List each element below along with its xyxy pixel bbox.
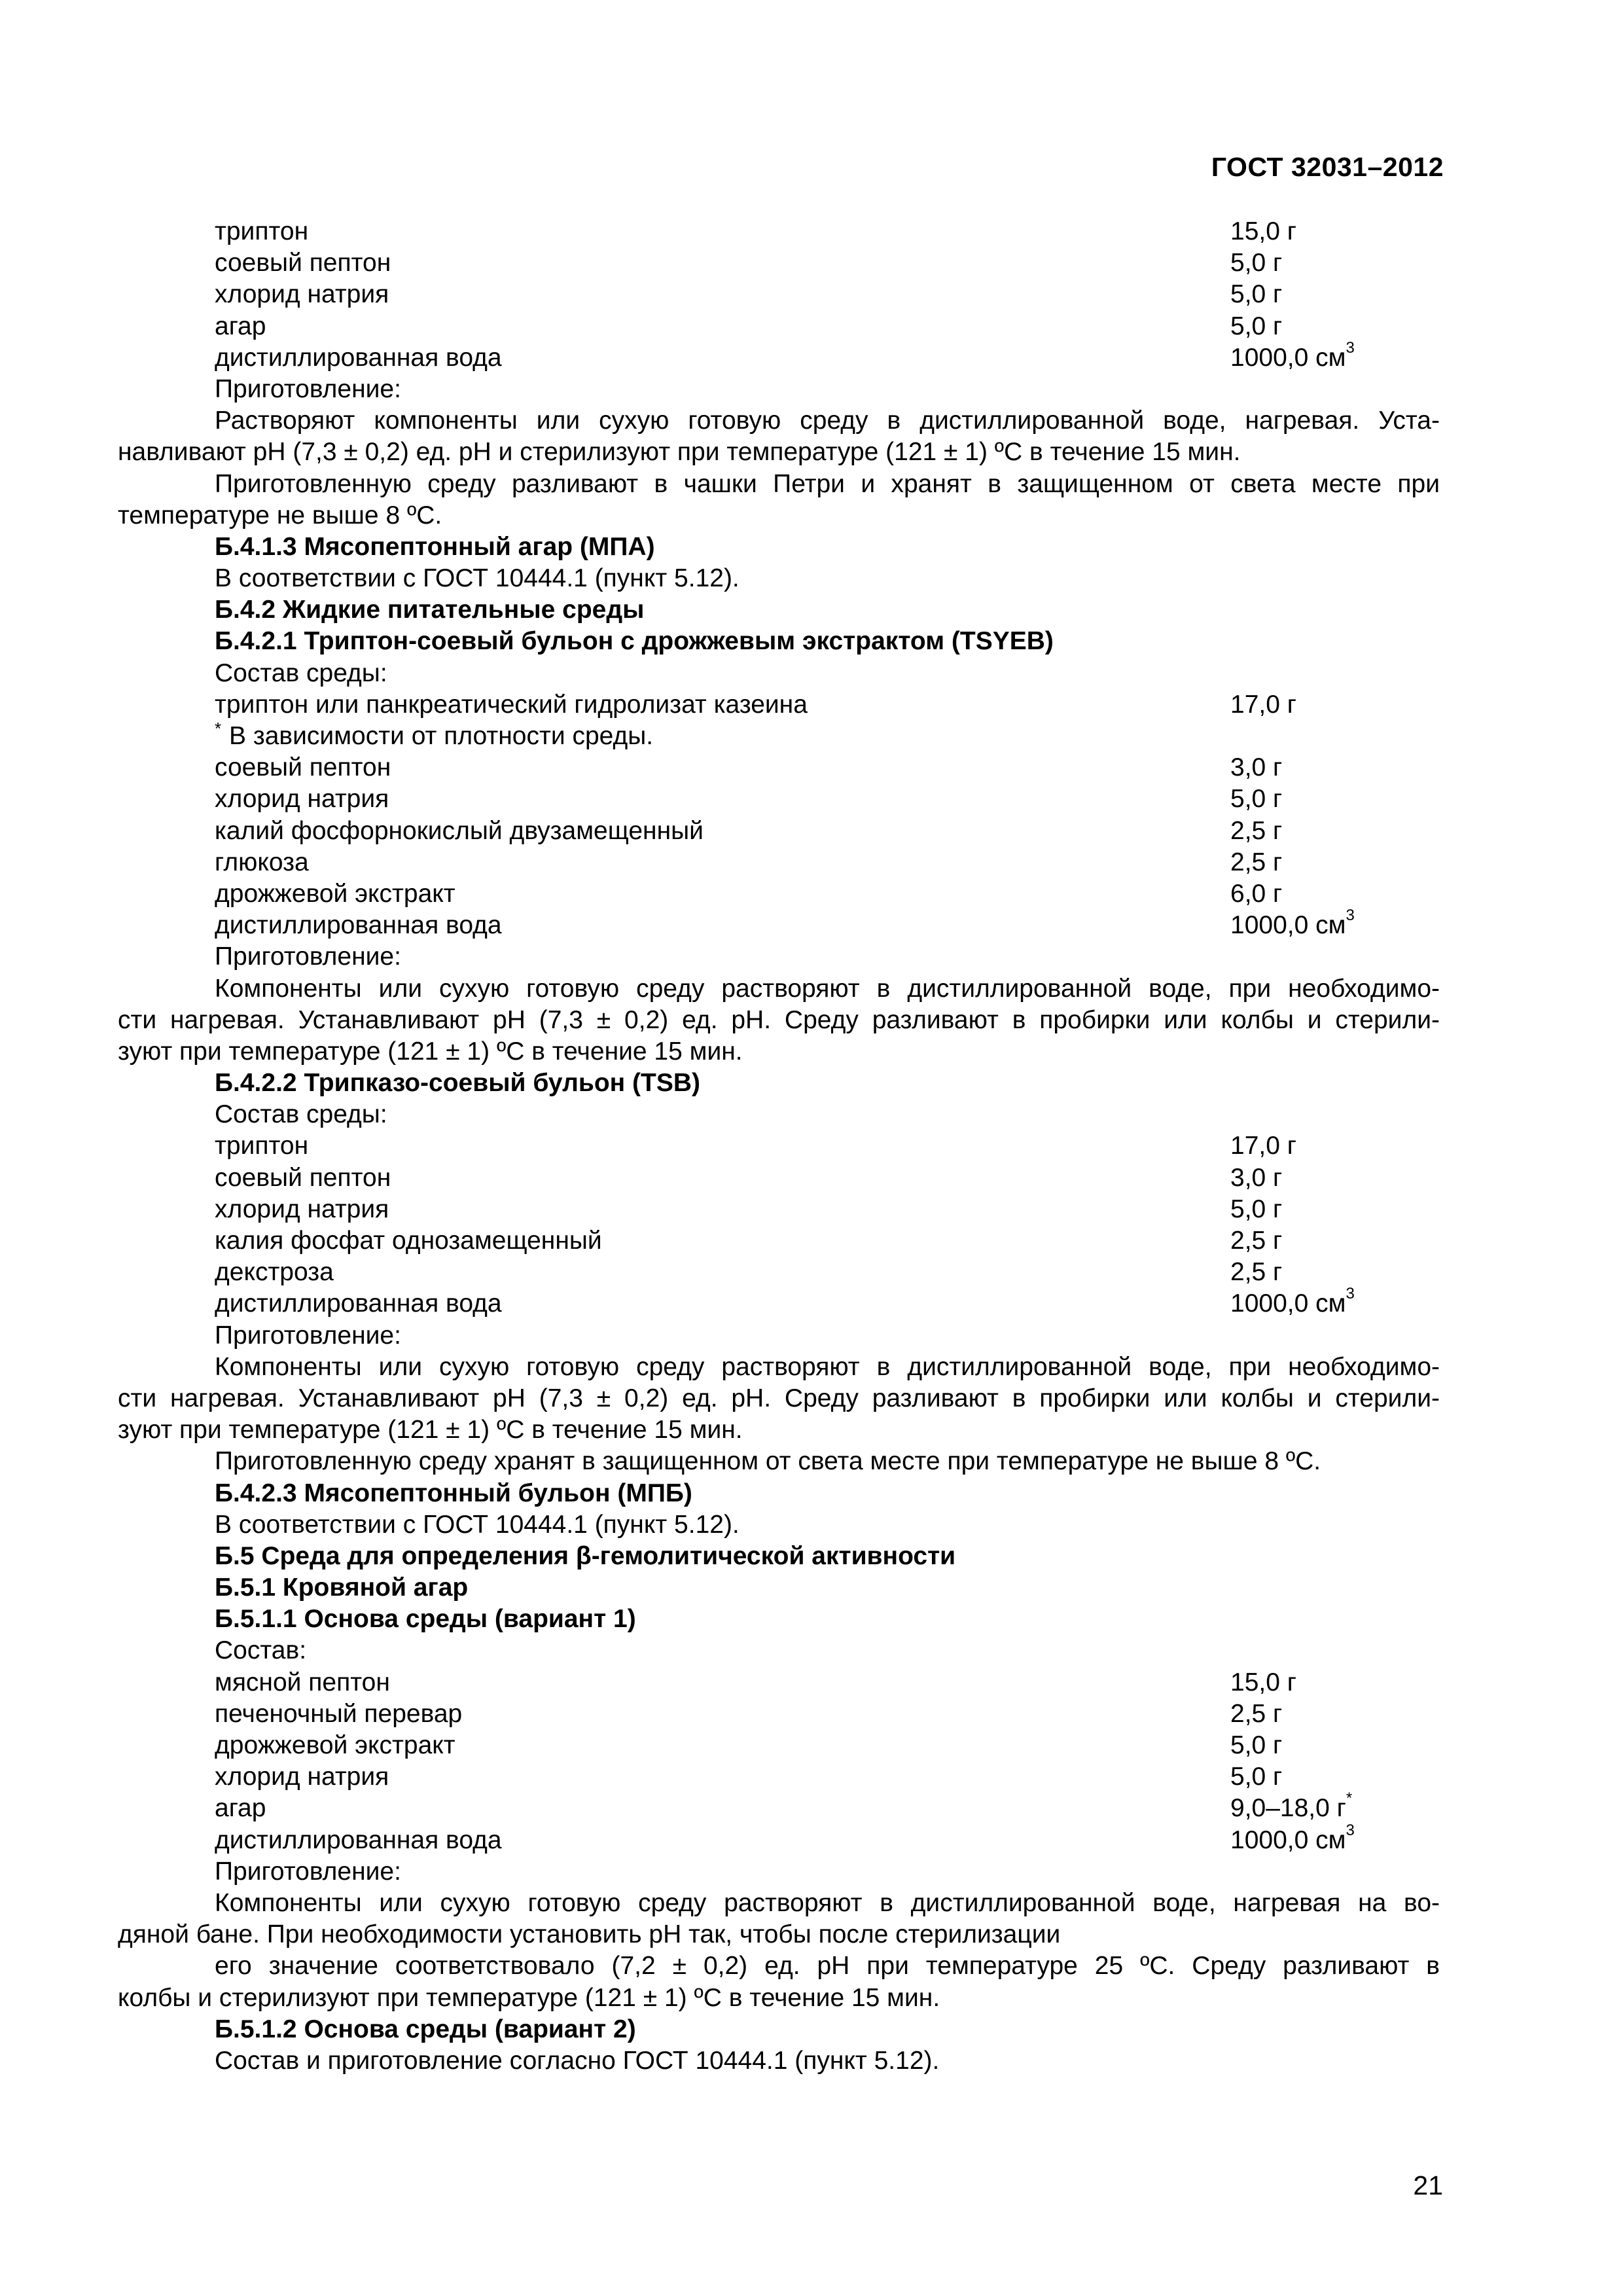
footnote-marker: * (215, 719, 222, 738)
amount-value: 2,5 г (1230, 848, 1283, 876)
section-heading: Б.5 Среда для определения β-гемолитической активности (215, 1541, 956, 1570)
paragraph-line: зуют при температуре (121 ± 1) ºС в течение 15 мин. (118, 1037, 743, 1066)
ingredient-name: дистиллированная вода (215, 911, 502, 940)
text-line (118, 594, 1440, 626)
ingredient-name: соевый пептон (215, 1163, 391, 1192)
text-line (118, 405, 1440, 437)
ingredient-name: дистиллированная вода (215, 1825, 502, 1854)
ingredient-amount (1230, 216, 1296, 247)
composition-row (118, 1162, 1440, 1194)
paragraph-line: зуют при температуре (121 ± 1) ºС в течение 15 мин. (118, 1416, 743, 1444)
amount-value: 3,0 г (1230, 753, 1283, 782)
paragraph-line: его значение соответствовало (7,2 ± 0,2) ед. pH при температуре 25 ºС. Среду разливают в (215, 1952, 1440, 1981)
text-line (118, 1604, 1440, 1635)
amount-value: 15,0 г (1230, 1668, 1296, 1696)
text-line (118, 1888, 1440, 1919)
ingredient-name: хлорид натрия (215, 1763, 389, 1791)
ingredient-amount (1230, 847, 1282, 878)
section-heading: Б.5.1.1 Основа среды (вариант 1) (215, 1605, 636, 1634)
section-heading: Б.4.2.3 Мясопептонный бульон (МПБ) (215, 1479, 692, 1507)
document-body (118, 216, 1440, 2077)
amount-value: 5,0 г (1230, 312, 1283, 340)
ingredient-amount (1230, 878, 1282, 910)
ingredient-name: триптон или панкреатический гидролизат казеина (215, 690, 808, 719)
amount-value: 1000,0 см (1230, 343, 1346, 372)
text-line (118, 1572, 1440, 1604)
composition-row (118, 1789, 1440, 1824)
paragraph-line: температуре не выше 8 ºС. (118, 501, 442, 529)
paragraph-line: В соответствии с ГОСТ 10444.1 (пункт 5.12). (215, 564, 740, 593)
section-heading: Б.4.2 Жидкие питательные среды (215, 596, 645, 624)
ingredient-name: соевый пептон (215, 753, 391, 782)
amount-value: 2,5 г (1230, 1227, 1283, 1255)
ingredient-name: глюкоза (215, 848, 309, 876)
composition-row (118, 279, 1440, 310)
paragraph-line: навливают pH (7,3 ± 0,2) ед. pH и стерилизуют при температуре (121 ± 1) ºС в течение 15 мин. (118, 438, 1241, 467)
section-heading: Б.5.1 Кровяной агар (215, 1573, 469, 1602)
ingredient-name: дистиллированная вода (215, 343, 502, 372)
ingredient-amount (1230, 1285, 1355, 1319)
amount-value: 1000,0 см (1230, 911, 1346, 940)
amount-value: 2,5 г (1230, 816, 1283, 845)
composition-row (118, 816, 1440, 847)
amount-value: 1000,0 см (1230, 1825, 1346, 1854)
text-line (118, 1067, 1440, 1099)
paragraph-line: Приготовление: (215, 1321, 401, 1350)
amount-value: 5,0 г (1230, 1194, 1283, 1223)
paragraph-line: колбы и стерилизуют при температуре (121 ± 1) ºС в течение 15 мин. (118, 1983, 940, 2012)
paragraph-line: Компоненты или сухую готовую среду растворяют в дистиллированной воде, при необходимо- (215, 1352, 1440, 1381)
amount-superscript: 3 (1346, 338, 1355, 357)
amount-value: 5,0 г (1230, 1763, 1283, 1791)
composition-row (118, 1761, 1440, 1793)
paragraph-line: Состав среды: (215, 1100, 387, 1129)
paragraph-line: Приготовление: (215, 374, 401, 403)
footnote (118, 721, 1440, 752)
amount-value: 5,0 г (1230, 280, 1283, 309)
text-line (118, 1635, 1440, 1666)
ingredient-amount (1230, 1162, 1282, 1194)
composition-row (118, 1730, 1440, 1761)
text-line (118, 374, 1440, 405)
paragraph-line: Растворяют компоненты или сухую готовую среду в дистиллированной воде, нагревая. Уста- (215, 406, 1440, 435)
amount-superscript: 3 (1346, 1285, 1355, 1303)
amount-value: 5,0 г (1230, 249, 1283, 278)
text-line (118, 1919, 1440, 1950)
text-line (118, 1950, 1440, 1982)
text-line (118, 1036, 1440, 1067)
ingredient-amount (1230, 689, 1296, 721)
text-line (118, 626, 1440, 657)
footnote-text: В зависимости от плотности среды. (229, 722, 654, 750)
ingredient-amount (1230, 338, 1355, 374)
composition-row (118, 878, 1440, 910)
composition-row (118, 1285, 1440, 1319)
amount-superscript: 3 (1346, 1821, 1355, 1839)
text-line (118, 1478, 1440, 1509)
amount-superscript: 3 (1346, 906, 1355, 925)
ingredient-name: агар (215, 312, 266, 340)
amount-value: 17,0 г (1230, 690, 1296, 719)
ingredient-amount (1230, 1667, 1296, 1698)
text-line (118, 1446, 1440, 1477)
composition-row (118, 1821, 1440, 1856)
ingredient-amount (1230, 1130, 1296, 1162)
ingredient-amount (1230, 1730, 1282, 1761)
amount-value: 2,5 г (1230, 1699, 1283, 1728)
ingredient-name: хлорид натрия (215, 785, 389, 814)
text-line (118, 941, 1440, 973)
ingredient-amount (1230, 783, 1282, 815)
text-line (118, 563, 1440, 594)
document-header-id: ГОСТ 32031–2012 (1211, 152, 1444, 182)
ingredient-amount (1230, 1194, 1282, 1225)
composition-row (118, 1698, 1440, 1730)
amount-value: 2,5 г (1230, 1258, 1283, 1287)
text-line (118, 500, 1440, 531)
text-line (118, 2045, 1440, 2077)
text-line (118, 973, 1440, 1005)
ingredient-name: агар (215, 1794, 266, 1823)
composition-row (118, 338, 1440, 374)
section-heading: Б.5.1.2 Основа среды (вариант 2) (215, 2015, 636, 2043)
amount-superscript: * (1346, 1789, 1353, 1808)
amount-value: 15,0 г (1230, 217, 1296, 245)
composition-row (118, 1257, 1440, 1288)
ingredient-name: соевый пептон (215, 249, 391, 278)
ingredient-name: триптон (215, 217, 309, 245)
ingredient-amount (1230, 1225, 1282, 1257)
amount-value: 1000,0 см (1230, 1289, 1346, 1318)
paragraph-line: Приготовленную среду разливают в чашки Петри и хранят в защищенном от света месте при (215, 469, 1440, 498)
composition-row (118, 783, 1440, 815)
composition-row (118, 752, 1440, 783)
composition-row (118, 1130, 1440, 1162)
composition-row (118, 1194, 1440, 1225)
text-line (118, 1352, 1440, 1383)
paragraph-line: Приготовленную среду хранят в защищенном от света месте при температуре не выше 8 ºС. (215, 1447, 1321, 1476)
ingredient-amount (1230, 247, 1282, 279)
ingredient-name: печеночный перевар (215, 1699, 463, 1728)
composition-row (118, 1667, 1440, 1698)
composition-row (118, 216, 1440, 247)
ingredient-name: триптон (215, 1132, 309, 1160)
paragraph-line: дяной бане. При необходимости установить pH так, чтобы после стерилизации (118, 1920, 1061, 1949)
text-line (118, 1005, 1440, 1036)
text-line (118, 2014, 1440, 2045)
paragraph-line: Приготовление: (215, 942, 401, 971)
amount-value: 3,0 г (1230, 1163, 1283, 1192)
ingredient-name: декстроза (215, 1258, 334, 1287)
text-line (118, 1099, 1440, 1130)
amount-value: 5,0 г (1230, 1731, 1283, 1759)
ingredient-amount (1230, 816, 1282, 847)
paragraph-line: Приготовление: (215, 1857, 401, 1886)
ingredient-amount (1230, 279, 1282, 310)
ingredient-amount (1230, 1761, 1282, 1793)
amount-value: 5,0 г (1230, 785, 1283, 814)
ingredient-name: дрожжевой экстракт (215, 879, 455, 908)
ingredient-amount (1230, 752, 1282, 783)
ingredient-name: хлорид натрия (215, 280, 389, 309)
ingredient-name: дрожжевой экстракт (215, 1731, 455, 1759)
text-line (118, 437, 1440, 468)
ingredient-amount (1230, 1698, 1282, 1730)
ingredient-amount (1230, 906, 1355, 941)
paragraph-line: В соответствии с ГОСТ 10444.1 (пункт 5.12). (215, 1510, 740, 1539)
ingredient-amount (1230, 1257, 1282, 1288)
amount-value: 6,0 г (1230, 879, 1283, 908)
text-line (118, 1320, 1440, 1352)
section-heading: Б.4.2.2 Трипказо-соевый бульон (TSB) (215, 1069, 701, 1098)
composition-row (118, 689, 1440, 721)
text-line (118, 658, 1440, 689)
ingredient-name: мясной пептон (215, 1668, 390, 1696)
amount-value: 17,0 г (1230, 1132, 1296, 1160)
amount-value: 9,0–18,0 г (1230, 1794, 1346, 1823)
text-line (118, 1541, 1440, 1572)
ingredient-name: калия фосфат однозамещенный (215, 1227, 602, 1255)
composition-row (118, 1225, 1440, 1257)
composition-row (118, 247, 1440, 279)
text-line (118, 1414, 1440, 1446)
ingredient-amount (1230, 1821, 1355, 1856)
text-line (118, 1383, 1440, 1414)
text-line (118, 531, 1440, 563)
paragraph-line: сти нагревая. Устанавливают pH (7,3 ± 0,2) ед. pH. Среду разливают в пробирки или колбы и стерили- (118, 1384, 1440, 1412)
text-line (118, 469, 1440, 500)
section-heading: Б.4.2.1 Триптон-соевый бульон с дрожжевым экстрактом (TSYEB) (215, 627, 1054, 656)
ingredient-name: дистиллированная вода (215, 1289, 502, 1318)
ingredient-name: хлорид натрия (215, 1194, 389, 1223)
paragraph-line: Состав среды: (215, 658, 387, 687)
ingredient-amount (1230, 1789, 1353, 1824)
paragraph-line: Состав: (215, 1636, 307, 1665)
ingredient-amount (1230, 311, 1282, 342)
paragraph-line: Компоненты или сухую готовую среду растворяют в дистиллированной воде, при необходимо- (215, 974, 1440, 1003)
text-line (118, 1509, 1440, 1541)
paragraph-line: сти нагревая. Устанавливают pH (7,3 ± 0,2) ед. pH. Среду разливают в пробирки или колбы и стерили- (118, 1005, 1440, 1034)
paragraph-line: Состав и приготовление согласно ГОСТ 10444.1 (пункт 5.12). (215, 2046, 940, 2075)
composition-row (118, 311, 1440, 342)
composition-row (118, 906, 1440, 941)
composition-row (118, 847, 1440, 878)
section-heading: Б.4.1.3 Мясопептонный агар (МПА) (215, 532, 655, 561)
text-line (118, 1856, 1440, 1888)
text-line (118, 1982, 1440, 2014)
paragraph-line: Компоненты или сухую готовую среду растворяют в дистиллированной воде, нагревая на во- (215, 1888, 1440, 1917)
ingredient-name: калий фосфорнокислый двузамещенный (215, 816, 704, 845)
page-number: 21 (1413, 2170, 1443, 2200)
